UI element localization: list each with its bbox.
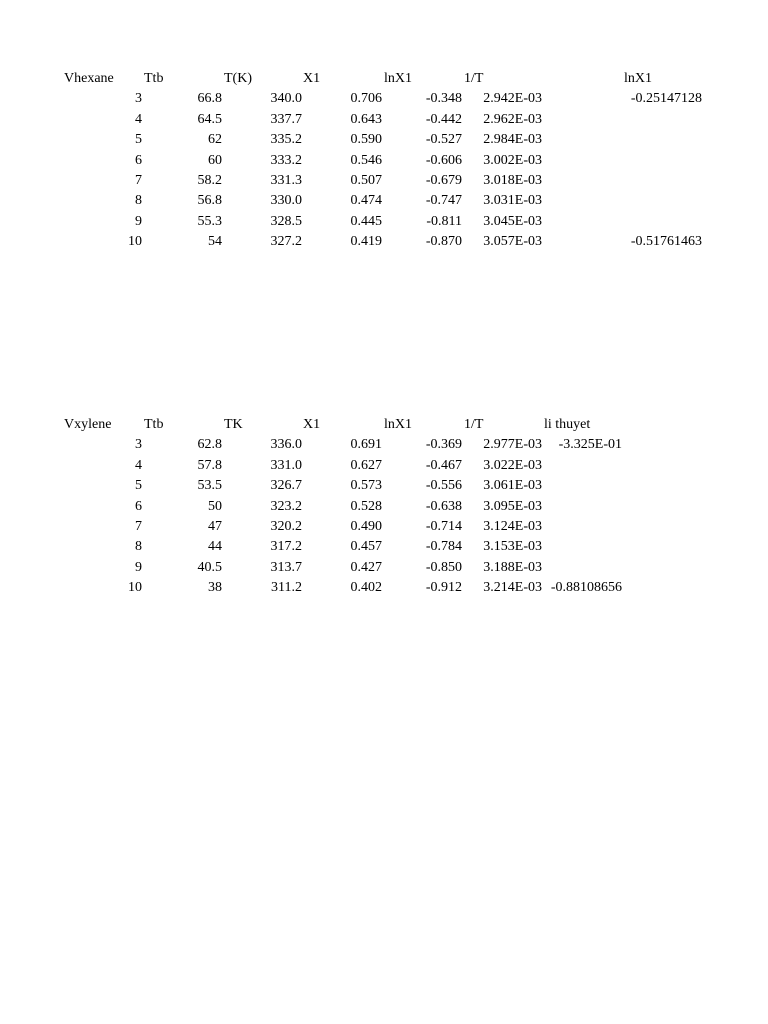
cell-lnx1: -0.811 [426, 213, 462, 229]
cell-tk: 337.7 [270, 111, 302, 127]
cell-label: 4 [135, 457, 142, 473]
cell-lnx1: -0.912 [425, 580, 462, 596]
cell-ttb: 58.2 [197, 172, 222, 188]
cell-x1: 0.627 [350, 457, 382, 473]
cell-inv-t: 3.153E-03 [483, 539, 542, 555]
cell-ttb: 56.8 [197, 193, 222, 209]
cell-inv-t: 3.095E-03 [483, 498, 542, 514]
cell-ttb: 62.8 [197, 437, 222, 453]
header-inv-t: 1/T [464, 417, 484, 432]
cell-label: 7 [135, 172, 142, 188]
table-row [0, 497, 768, 517]
cell-lnx1: -0.556 [425, 478, 462, 494]
cell-tk: 327.2 [270, 234, 302, 250]
cell-lnx1-theory: -0.25147128 [630, 91, 702, 107]
cell-label: 7 [135, 518, 142, 534]
cell-li-thuyet: -3.325E-01 [558, 437, 622, 453]
table-row [0, 476, 768, 496]
cell-lnx1-theory: -0.51761463 [630, 234, 702, 250]
cell-lnx1: -0.714 [425, 518, 462, 534]
table-row [0, 435, 768, 455]
cell-inv-t: 3.057E-03 [483, 234, 542, 250]
cell-lnx1: -0.784 [425, 539, 462, 555]
table-row [0, 151, 768, 171]
header-tk: TK [224, 417, 243, 432]
cell-lnx1: -0.442 [425, 111, 462, 127]
cell-ttb: 64.5 [197, 111, 222, 127]
cell-lnx1: -0.527 [425, 132, 462, 148]
header-label: Vxylene [64, 417, 112, 432]
cell-tk: 340.0 [270, 91, 302, 107]
header-ttb: Ttb [144, 71, 164, 86]
vhexane-table [0, 69, 768, 253]
header-li-thuyet: li thuyet [544, 417, 591, 432]
cell-ttb: 47 [208, 518, 222, 534]
cell-inv-t: 3.031E-03 [483, 193, 542, 209]
cell-tk: 320.2 [270, 518, 302, 534]
cell-x1: 0.590 [350, 132, 382, 148]
cell-ttb: 50 [208, 498, 222, 514]
cell-x1: 0.427 [350, 559, 382, 575]
cell-inv-t: 2.977E-03 [483, 437, 542, 453]
cell-x1: 0.402 [350, 580, 382, 596]
cell-label: 9 [135, 213, 142, 229]
cell-tk: 331.0 [270, 457, 302, 473]
cell-x1: 0.457 [350, 539, 382, 555]
cell-inv-t: 3.124E-03 [483, 518, 542, 534]
header-x1: X1 [303, 71, 321, 86]
header-tk: T(K) [224, 71, 252, 86]
header-row [0, 415, 768, 435]
cell-x1: 0.643 [350, 111, 382, 127]
cell-tk: 313.7 [270, 559, 302, 575]
cell-ttb: 57.8 [197, 457, 222, 473]
table-row [0, 212, 768, 232]
cell-ttb: 38 [208, 580, 222, 596]
table-row [0, 456, 768, 476]
cell-inv-t: 3.018E-03 [483, 172, 542, 188]
cell-x1: 0.419 [350, 234, 382, 250]
table-row [0, 537, 768, 557]
cell-inv-t: 3.061E-03 [483, 478, 542, 494]
cell-tk: 326.7 [270, 478, 302, 494]
cell-ttb: 44 [208, 539, 222, 555]
cell-label: 6 [135, 498, 142, 514]
cell-ttb: 62 [208, 132, 222, 148]
cell-tk: 328.5 [270, 213, 302, 229]
cell-lnx1: -0.870 [425, 234, 462, 250]
header-lnx1: lnX1 [384, 417, 412, 432]
cell-inv-t: 2.942E-03 [483, 91, 542, 107]
cell-lnx1: -0.747 [425, 193, 462, 209]
cell-label: 5 [135, 132, 142, 148]
cell-li-thuyet: -0.88108656 [550, 580, 622, 596]
cell-label: 4 [135, 111, 142, 127]
cell-inv-t: 2.962E-03 [483, 111, 542, 127]
table-row [0, 191, 768, 211]
cell-label: 3 [135, 437, 142, 453]
header-lnx1-theory: lnX1 [624, 71, 652, 86]
cell-label: 8 [135, 193, 142, 209]
table-row [0, 558, 768, 578]
table-row [0, 110, 768, 130]
cell-ttb: 40.5 [197, 559, 222, 575]
cell-x1: 0.546 [350, 152, 382, 168]
cell-tk: 336.0 [270, 437, 302, 453]
cell-x1: 0.691 [350, 437, 382, 453]
cell-tk: 311.2 [271, 580, 302, 596]
cell-x1: 0.490 [350, 518, 382, 534]
cell-tk: 317.2 [270, 539, 302, 555]
cell-inv-t: 3.188E-03 [483, 559, 542, 575]
cell-lnx1: -0.679 [425, 172, 462, 188]
cell-x1: 0.445 [350, 213, 382, 229]
cell-ttb: 53.5 [197, 478, 222, 494]
cell-label: 6 [135, 152, 142, 168]
cell-x1: 0.474 [350, 193, 382, 209]
cell-ttb: 54 [208, 234, 222, 250]
header-lnx1: lnX1 [384, 71, 412, 86]
cell-ttb: 60 [208, 152, 222, 168]
table-row [0, 89, 768, 109]
cell-ttb: 66.8 [197, 91, 222, 107]
table-row [0, 517, 768, 537]
cell-x1: 0.706 [350, 91, 382, 107]
cell-label: 9 [135, 559, 142, 575]
header-row [0, 69, 768, 89]
cell-inv-t: 3.214E-03 [483, 580, 542, 596]
cell-lnx1: -0.348 [425, 91, 462, 107]
cell-label: 10 [128, 580, 142, 596]
vxylene-table [0, 415, 768, 599]
cell-ttb: 55.3 [197, 213, 222, 229]
cell-label: 5 [135, 478, 142, 494]
cell-label: 8 [135, 539, 142, 555]
cell-inv-t: 3.002E-03 [483, 152, 542, 168]
cell-lnx1: -0.369 [425, 437, 462, 453]
cell-tk: 333.2 [270, 152, 302, 168]
header-inv-t: 1/T [464, 71, 484, 86]
cell-inv-t: 3.045E-03 [483, 213, 542, 229]
table-row [0, 171, 768, 191]
cell-lnx1: -0.606 [425, 152, 462, 168]
cell-tk: 330.0 [270, 193, 302, 209]
cell-inv-t: 2.984E-03 [483, 132, 542, 148]
table-row [0, 130, 768, 150]
cell-lnx1: -0.850 [425, 559, 462, 575]
table-row [0, 232, 768, 252]
header-label: Vhexane [64, 71, 114, 86]
cell-lnx1: -0.638 [425, 498, 462, 514]
cell-x1: 0.507 [350, 172, 382, 188]
cell-x1: 0.573 [350, 478, 382, 494]
cell-label: 10 [128, 234, 142, 250]
cell-inv-t: 3.022E-03 [483, 457, 542, 473]
table-row [0, 578, 768, 598]
cell-x1: 0.528 [350, 498, 382, 514]
header-ttb: Ttb [144, 417, 164, 432]
header-x1: X1 [303, 417, 321, 432]
cell-tk: 323.2 [270, 498, 302, 514]
cell-tk: 331.3 [270, 172, 302, 188]
cell-label: 3 [135, 91, 142, 107]
cell-tk: 335.2 [270, 132, 302, 148]
cell-lnx1: -0.467 [425, 457, 462, 473]
